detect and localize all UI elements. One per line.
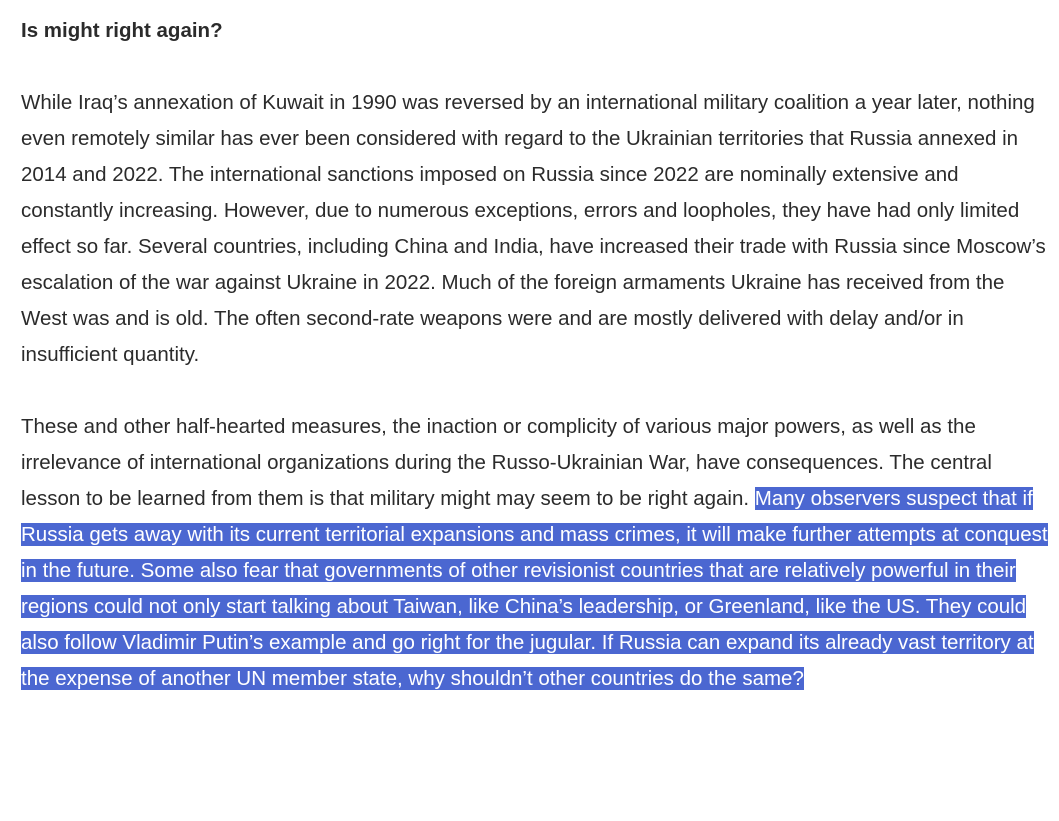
paragraph-1[interactable]: While Iraq’s annexation of Kuwait in 1990 was reversed by an international military coalition a year later, nothing even remotely similar has ever been considered with regard to the Ukrainian territories that Russia annexed in 2014 and 2022. The international sanctions imposed on Russia since 2022 are nominally extensive and constantly increasing. However, due to numerous exceptions, errors and loopholes, they have had only limited effect so far. Several countries, including China and India, have increased their trade with Russia since Moscow’s escalation of the war against Ukraine in 2022. Much of the foreign armaments Ukraine has received from the West was and is old. The often second-rate weapons were and are mostly delivered with delay and/or in insufficient quantity. [21,91,1046,366]
section-heading: Is might right again? [21,19,223,42]
article-body [21,14,1051,697]
selected-text-highlight[interactable]: Many observers suspect that if Russia gets away with its current territorial expansions and mass crimes, it will make further attempts at conquest in the future. Some also fear that governments of other revisionist countries that are relatively powerful in their regions could not only start talking about Taiwan, like China’s leadership, or Greenland, like the US. They could also follow Vladimir Putin’s example and go right for the jugular. If Russia can expand its already vast territory at the expense of another UN member state, why shouldn’t other countries do the same? [21,487,1048,690]
paragraph-2-unselected-text[interactable]: These and other half-hearted measures, the inaction or complicity of various major powers, as well as the irrelevance of international organizations during the Russo-Ukrainian War, have consequences. The central lesson to be learned from them is that military might may seem to be right again. [21,415,992,510]
paragraph-2[interactable] [21,409,1051,697]
